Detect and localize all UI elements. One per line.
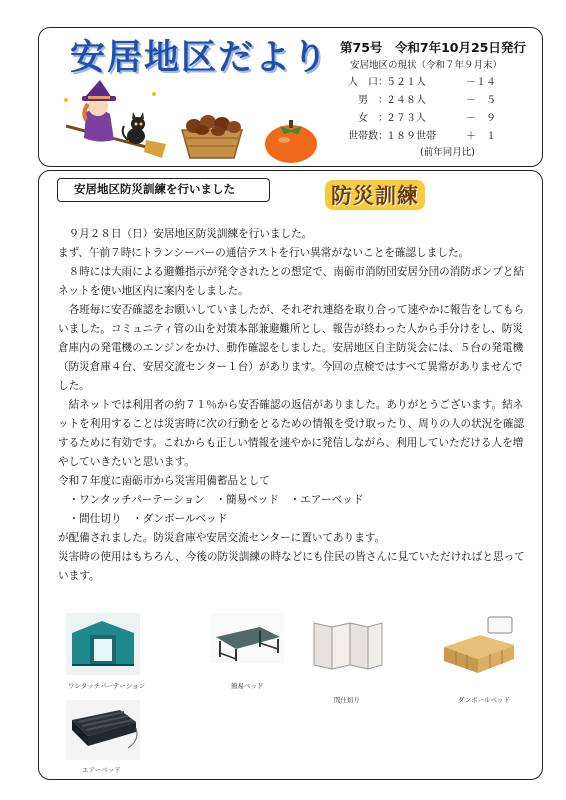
article-paragraph: まず、午前７時にトランシーバーの通信テストを行い異常がないことを確認しました。 [58,247,470,259]
article-paragraph: ８時には大雨による避難指示が発令されたとの想定で、南砺市消防団安居分団の消防ポンプと結ネットを使い地区内に案内をしました。 [58,266,524,297]
stat-diff: － ９ [466,113,496,124]
article-paragraph: 結ネットでは利用者の約７１％から安否確認の返信がありました。ありがとうございます。結ネットを利用することは災害時に次の行動をとるための情報を受け取ったり、周りの人の状況を確認するために有効です。これからも正しい情報を速やかに発信しながら、利用していただける人を増やしていきたいと思います。 [58,399,525,468]
photo-caption: 間仕切り [334,696,360,704]
disaster-drill-badge: 防災訓練 [325,180,425,210]
stats-title: 安居地区の現状（令和７年９月末） [350,60,503,71]
persimmon-illustration [262,112,320,164]
stats-note: (前年同月比) [420,147,475,158]
chestnut-basket-illustration [178,108,246,160]
stat-row-female [348,109,498,123]
photo-caption: ワンタッチパーテーション [68,682,146,690]
partition-photo [310,613,384,677]
stat-label: 男 ： [348,95,388,106]
article-paragraph: が配備されました。防災倉庫や安居交流センターに置いてあります。 [58,532,386,544]
stat-row-population [348,73,498,87]
article-body [58,225,530,586]
article-paragraph: 令和７年度に南砺市から災害用備蓄品として [58,475,270,487]
stat-row-households [348,127,498,141]
article-paragraph: ・間仕切り ・ダンボールベッド [58,513,228,525]
stat-label: 世帯数： [348,131,388,142]
article-paragraph: 災害時の使用はもちろん、今後の防災訓練の時などにも住民の皆さんに見ていただければと思っています。 [58,551,525,582]
photo-caption: 簡易ベッド [231,682,264,690]
article-heading: 安居地区防災訓練を行いました [57,178,270,202]
article-paragraph: 各班毎に安否確認をお願いしていましたが、それぞれ連絡を取り合って速やかに報告をしてもらいました。コミュニティ管の山を対策本部兼避難所とし、報告が終わった人から手分けをし、防災倉庫内の発電機のエンジンをかけ、動作確認をしました。安居地区自主防災会には、５台の発電機（防災倉庫４台、安居交流センター１台）があります。今回の点検ではすべて異常がありませんでした。 [58,304,525,392]
stat-label: 女 ： [348,113,388,124]
stat-diff: －１４ [466,77,496,88]
article-paragraph: ・ワンタッチパーテーション ・簡易ベッド ・エアーベッド [58,494,364,506]
witch-illustration [58,78,168,160]
cardboard-bed-photo [440,613,516,677]
article-paragraph: ９月２８日（日）安居地区防災訓練を行いました。 [58,228,313,240]
stat-diff: － ５ [466,95,496,106]
photo-caption: ダンボールベッド [458,696,510,704]
stat-label: 人 口： [348,77,388,88]
stat-row-male [348,91,498,105]
stat-value: ５２１人 [386,77,426,88]
stat-diff: ＋ １ [466,131,496,142]
issue-info: 第75号 令和7年10月25日発行 [340,40,526,55]
simple-bed-photo [210,613,284,663]
newsletter-title: 安居地区だより [70,38,330,78]
photo-caption: エアーベッド [82,766,121,774]
stat-value: １８９世帯 [386,131,436,142]
air-bed-photo [66,700,140,760]
one-touch-partition-photo [66,613,140,675]
stat-value: ２４８人 [386,95,426,106]
stat-value: ２７３人 [386,113,426,124]
